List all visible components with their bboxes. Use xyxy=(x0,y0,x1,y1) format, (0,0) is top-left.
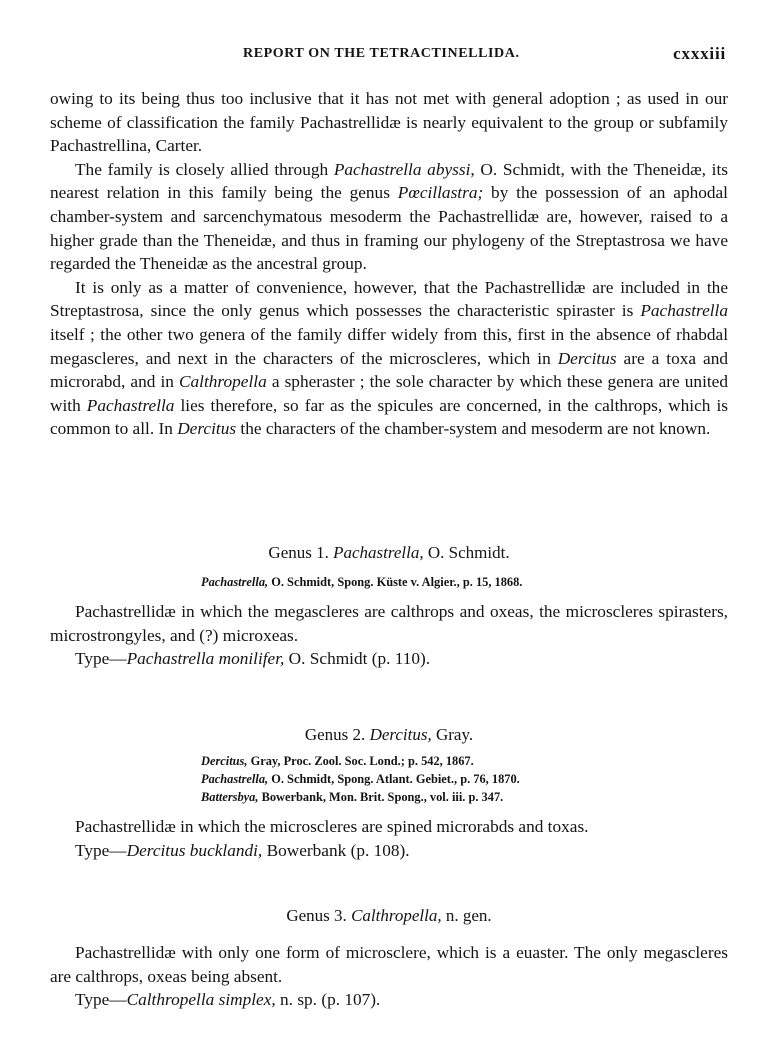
paragraph-2: The family is closely allied through Pachastrella abyssi, O. Schmidt, with the Theneidæ, its nearest relation in this family being the genus Pœcillastra; by the possession of an aphodal chamber-system and sarcenchymatous mesoderm the Pachastrellidæ are, however, raised to a higher grade than the Theneidæ, and thus in framing our phylogeny of the Streptastrosa we have regarded the Theneidæ as the ancestral group. xyxy=(50,159,728,274)
genus-2-section xyxy=(50,724,728,862)
reference-line: Battersbya, Bowerbank, Mon. Brit. Spong., vol. iii. p. 347. xyxy=(201,790,504,804)
reference-line: Pachastrella, O. Schmidt, Spong. Atlant. Gebiet., p. 76, 1870. xyxy=(201,772,520,786)
reference-line: Dercitus, Gray, Proc. Zool. Soc. Lond.; p. 542, 1867. xyxy=(201,754,474,768)
type-species: Type—Calthropella simplex, n. sp. (p. 107). xyxy=(75,990,381,1010)
reference-line: Pachastrella, O. Schmidt, Spong. Küste v. Algier., p. 15, 1868. xyxy=(201,575,523,589)
genus-1-section xyxy=(50,542,728,671)
genus-3-section xyxy=(50,905,728,1012)
genus-heading: Genus 2. Dercitus, Gray. xyxy=(304,725,474,744)
page-number: cxxxiii xyxy=(673,44,726,63)
genus-heading: Genus 1. Pachastrella, O. Schmidt. xyxy=(268,543,510,562)
synonymy-references xyxy=(50,573,728,591)
paragraph-1: owing to its being thus too inclusive that it has not met with general adoption ; as used in our scheme of classification the family Pachastrellidæ is nearly equivalent to the group or subfamily Pachastrellina, Carter. xyxy=(50,89,728,156)
running-head xyxy=(0,46,776,68)
paragraph-3: It is only as a matter of convenience, however, that the Pachastrellidæ are included in the Streptastrosa, since the only genus which possesses the characteristic spiraster is Pachastrella itself ; the other two genera of the family differ widely from this, first in the absence of rhabdal megascleres, and next in the characters of the microscleres, which in Dercitus are a toxa and microrabd, and in Calthropella a spheraster ; the sole character by which these genera are united with Pachastrella lies therefore, so far as the spicules are concerned, in the calthrops, which is common to all. In Dercitus the characters of the chamber-system and mesoderm are not known. xyxy=(50,277,729,439)
body-text xyxy=(50,87,728,441)
genus-heading: Genus 3. Calthropella, n. gen. xyxy=(286,906,492,925)
type-species: Type—Dercitus bucklandi, Bowerbank (p. 108). xyxy=(75,840,410,860)
genus-description: Pachastrellidæ in which the microscleres are spined microrabds and toxas. Type—Dercitus bucklandi, Bowerbank (p. 108). xyxy=(50,815,728,862)
running-head-title: REPORT ON THE TETRACTINELLIDA. xyxy=(243,46,520,61)
genus-description: Pachastrellidæ with only one form of microsclere, which is a euaster. The only megascleres are calthrops, oxeas being absent. Type—Calthropella simplex, n. sp. (p. 107). xyxy=(50,941,728,1012)
type-species: Type—Pachastrella monilifer, O. Schmidt (p. 110). xyxy=(75,649,431,669)
synonymy-references xyxy=(50,752,728,806)
genus-description: Pachastrellidæ in which the megascleres are calthrops and oxeas, the microscleres spirasters, microstrongyles, and (?) microxeas. Type—Pachastrella monilifer, O. Schmidt (p. 110). xyxy=(50,600,728,671)
